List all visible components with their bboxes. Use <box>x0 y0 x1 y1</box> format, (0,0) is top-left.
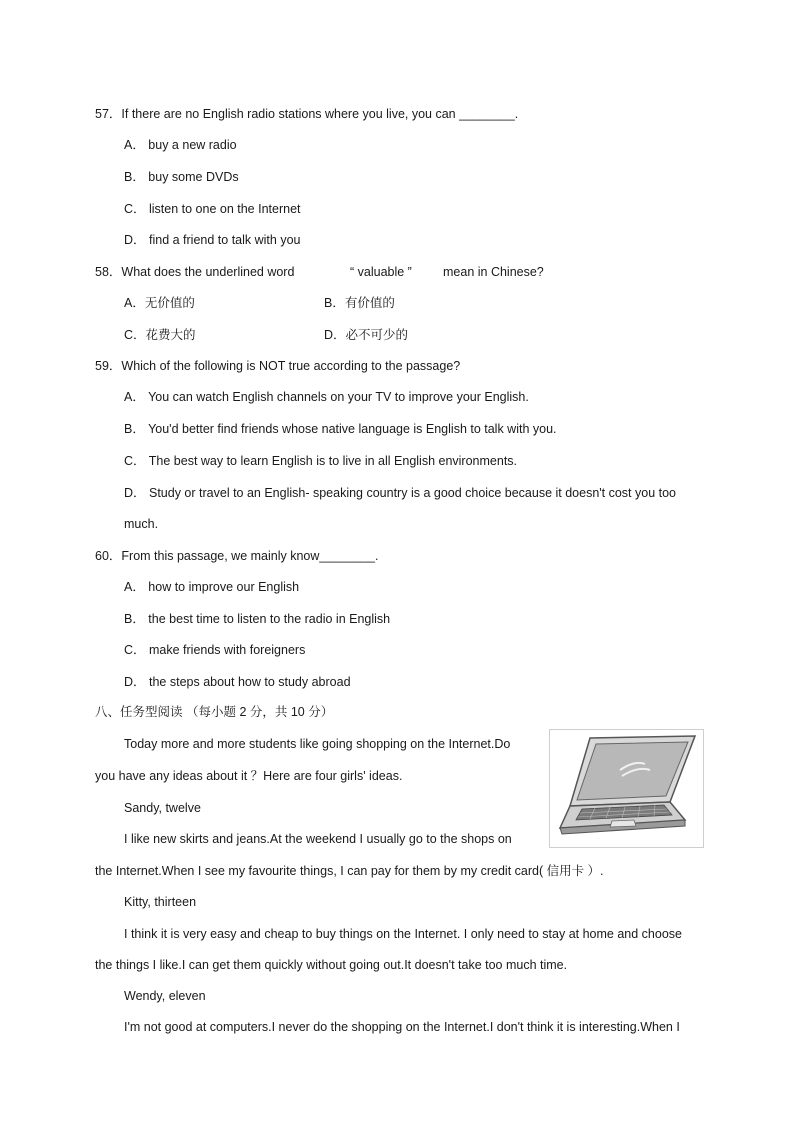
question-60-option-b: B． the best time to listen to the radio in English <box>124 612 391 626</box>
question-58-stem: 58．What does the underlined word <box>95 265 295 279</box>
question-60-option-d: D． the steps about how to study abroad <box>124 675 351 689</box>
question-59-option-d-continuation: much. <box>124 517 159 531</box>
question-57-option-d: D． find a friend to talk with you <box>124 233 301 247</box>
question-58-option-c: C．花费大的 <box>124 328 196 342</box>
laptop-illustration <box>549 729 704 848</box>
laptop-icon <box>550 730 703 847</box>
question-59-option-d: D． Study or travel to an English- speaking country is a good choice because it doesn't cost you too <box>124 486 677 500</box>
question-59-stem: 59．Which of the following is NOT true according to the passage? <box>95 359 461 373</box>
passage-line: I'm not good at computers.I never do the shopping on the Internet.I don't think it is interesting.When I <box>124 1020 680 1034</box>
passage-line: you have any ideas about it ？Here are four girls' ideas. <box>95 769 403 783</box>
passage-line: Today more and more students like going shopping on the Internet.Do <box>124 737 511 751</box>
question-57-stem: 57．If there are no English radio stations where you live, you can ________. <box>95 107 519 121</box>
passage-line: I like new skirts and jeans.At the weekend I usually go to the shops on <box>124 832 512 846</box>
question-60-stem: 60．From this passage, we mainly know________. <box>95 549 379 563</box>
question-60-option-a: A． how to improve our English <box>124 580 300 594</box>
question-58-option-d: D．必不可少的 <box>324 328 409 342</box>
question-57-option-b: B． buy some DVDs <box>124 170 239 184</box>
question-58-underlined-word: “ valuable ” <box>350 265 412 279</box>
passage-line: the things I like.I can get them quickly without going out.It doesn't take too much time. <box>95 958 568 972</box>
question-59-option-a: A． You can watch English channels on your TV to improve your English. <box>124 390 529 404</box>
passage-line: I think it is very easy and cheap to buy things on the Internet. I only need to stay at home and choose <box>124 927 682 941</box>
section-heading: 八、任务型阅读 （每小题 2 分，共 10 分） <box>95 705 334 719</box>
passage-line: the Internet.When I see my favourite things, I can pay for them by my credit card( 信用卡 ）. <box>95 864 604 878</box>
question-57-option-c: C． listen to one on the Internet <box>124 202 301 216</box>
speaker-kitty: Kitty, thirteen <box>124 895 197 909</box>
question-60-option-c: C． make friends with foreigners <box>124 643 306 657</box>
speaker-sandy: Sandy, twelve <box>124 801 201 815</box>
question-58-stem-end: mean in Chinese? <box>443 265 544 279</box>
question-58-option-a: A．无价值的 <box>124 296 195 310</box>
speaker-wendy: Wendy, eleven <box>124 989 206 1003</box>
question-57-option-a: A． buy a new radio <box>124 138 237 152</box>
question-59-option-c: C． The best way to learn English is to live in all English environments. <box>124 454 518 468</box>
question-59-option-b: B． You'd better find friends whose native language is English to talk with you. <box>124 422 557 436</box>
question-58-option-b: B．有价值的 <box>324 296 395 310</box>
